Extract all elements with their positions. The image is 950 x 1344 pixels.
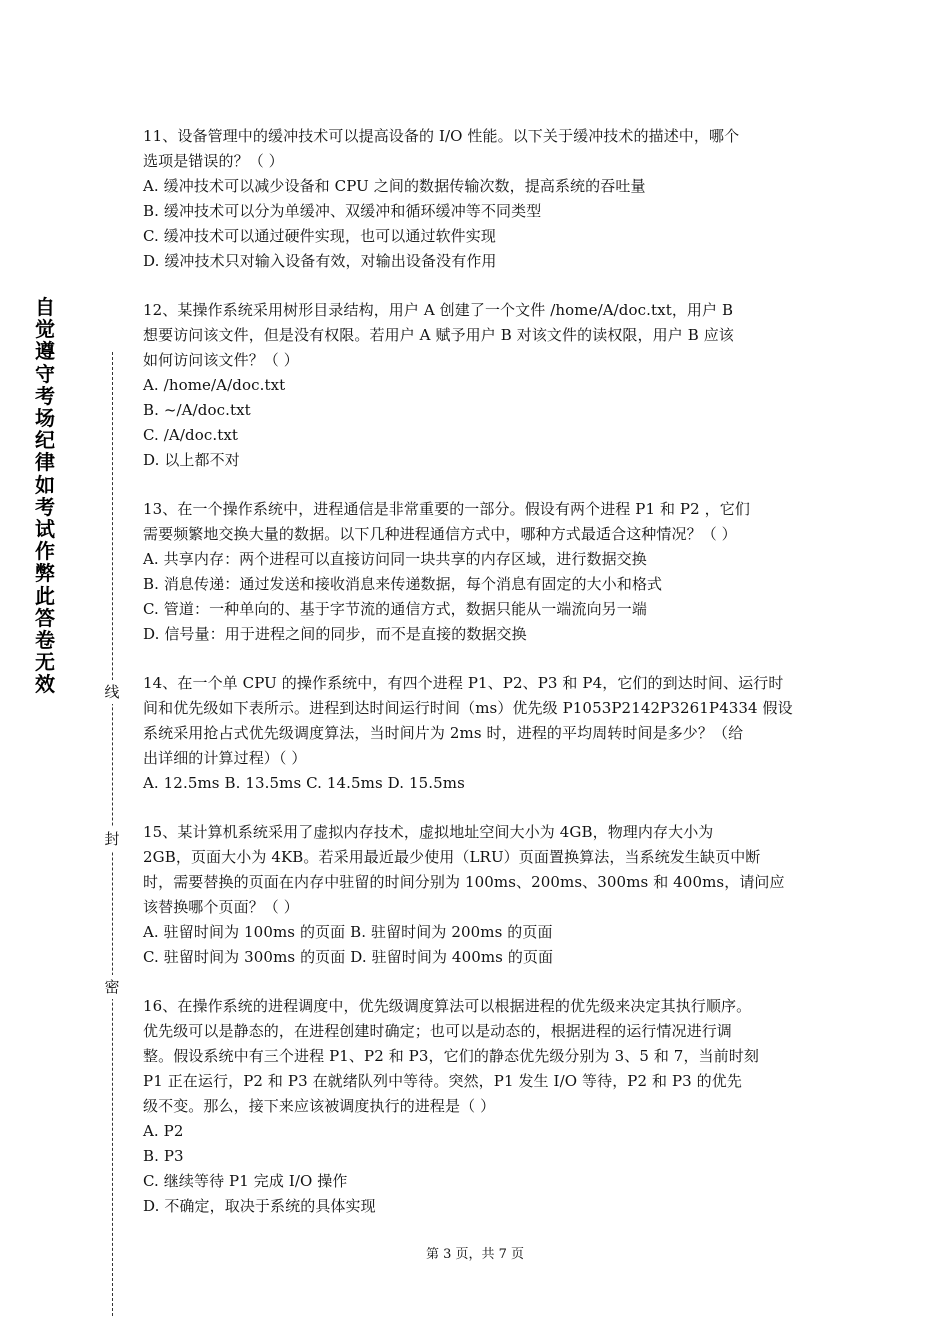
option-b: B. 消息传递：通过发送和接收消息来传递数据，每个消息有固定的大小和格式 (143, 575, 663, 593)
option-c: C. 管道：一种单向的、基于字节流的通信方式，数据只能从一端流向另一端 (143, 600, 647, 618)
question-stem-line: 15、某计算机系统采用了虚拟内存技术，虚拟地址空间大小为 4GB，物理内存大小为 (143, 823, 714, 841)
option-a: A. P2 (143, 1122, 184, 1140)
option-b: B. 缓冲技术可以分为单缓冲、双缓冲和循环缓冲等不同类型 (143, 202, 542, 220)
option-a: A. /home/A/doc.txt (143, 376, 286, 394)
question-15 (143, 820, 811, 970)
binding-mark-mi: 密 (102, 975, 122, 999)
question-14 (143, 671, 811, 796)
option-c: C. 继续等待 P1 完成 I/O 操作 (143, 1172, 348, 1190)
question-stem-line: 优先级可以是静态的，在进程创建时确定；也可以是动态的，根据进程的运行情况进行调 (143, 1022, 732, 1040)
question-stem-line: 13、在一个操作系统中，进程通信是非常重要的一部分。假设有两个进程 P1 和 P2 ，它们 (143, 500, 750, 518)
question-stem-line: 如何访问该文件？（ ） (143, 351, 299, 369)
option-a: A. 共享内存：两个进程可以直接访问同一块共享的内存区域，进行数据交换 (143, 550, 647, 568)
page-number: 第 3 页，共 7 页 (425, 1247, 525, 1262)
options-ab: A. 驻留时间为 100ms 的页面 B. 驻留时间为 200ms 的页面 (143, 923, 553, 941)
options-inline: A. 12.5ms B. 13.5ms C. 14.5ms D. 15.5ms (143, 774, 465, 792)
question-stem-line: 想要访问该文件，但是没有权限。若用户 A 赋予用户 B 对该文件的读权限，用户 B 应该 (143, 326, 734, 344)
options-cd: C. 驻留时间为 300ms 的页面 D. 驻留时间为 400ms 的页面 (143, 948, 554, 966)
question-stem-line: 整。假设系统中有三个进程 P1、P2 和 P3，它们的静态优先级分别为 3、5 和 7，当前时刻 (143, 1047, 759, 1065)
question-12 (143, 298, 811, 473)
option-d: D. 缓冲技术只对输入设备有效，对输出设备没有作用 (143, 252, 497, 270)
question-stem-line: 14、在一个单 CPU 的操作系统中，有四个进程 P1、P2、P3 和 P4，它们的到达时间、运行时 (143, 674, 784, 692)
option-d: D. 不确定，取决于系统的具体实现 (143, 1197, 376, 1215)
question-stem-line: 选项是错误的？（ ） (143, 152, 284, 170)
question-stem-line: 2GB，页面大小为 4KB。若采用最近最少使用（LRU）页面置换算法，当系统发生缺页中断 (143, 848, 761, 866)
question-stem-line: 12、某操作系统采用树形目录结构，用户 A 创建了一个文件 /home/A/doc.txt，用户 B (143, 301, 734, 319)
binding-mark-feng: 封 (102, 827, 122, 851)
option-b: B. P3 (143, 1147, 184, 1165)
option-c: C. 缓冲技术可以通过硬件实现，也可以通过软件实现 (143, 227, 496, 245)
question-stem-line: 间和优先级如下表所示。进程到达时间运行时间（ms）优先级 P1053P2142P3261P4334 假设 (143, 699, 793, 717)
question-16 (143, 994, 811, 1219)
question-stem-line: 该替换哪个页面？（ ） (143, 898, 299, 916)
option-a: A. 缓冲技术可以减少设备和 CPU 之间的数据传输次数，提高系统的吞吐量 (143, 177, 646, 195)
question-11 (143, 124, 811, 274)
question-stem-line: 需要频繁地交换大量的数据。以下几种进程通信方式中，哪种方式最适合这种情况？（ ） (143, 525, 737, 543)
question-stem-line: 11、设备管理中的缓冲技术可以提高设备的 I/O 性能。以下关于缓冲技术的描述中，哪个 (143, 127, 740, 145)
option-d: D. 信号量：用于进程之间的同步，而不是直接的数据交换 (143, 625, 527, 643)
question-stem-line: 出详细的计算过程）（ ） (143, 749, 307, 767)
option-c: C. /A/doc.txt (143, 426, 239, 444)
question-stem-line: P1 正在运行，P2 和 P3 在就绪队列中等待。突然，P1 发生 I/O 等待，P2 和 P3 的优先 (143, 1072, 742, 1090)
question-13 (143, 497, 811, 647)
exam-discipline-notice: 自觉遵守考场纪律如考试作弊此答卷无效 (35, 295, 55, 697)
option-b: B. ~/A/doc.txt (143, 401, 251, 419)
question-stem-line: 级不变。那么，接下来应该被调度执行的进程是（ ） (143, 1097, 496, 1115)
question-stem-line: 时，需要替换的页面在内存中驻留的时间分别为 100ms、200ms、300ms 和 400ms，请问应 (143, 873, 785, 891)
binding-mark-xian: 线 (102, 680, 122, 704)
option-d: D. 以上都不对 (143, 451, 240, 469)
question-list (143, 124, 811, 1243)
question-stem-line: 16、在操作系统的进程调度中，优先级调度算法可以根据进程的优先级来决定其执行顺序。 (143, 997, 752, 1015)
question-stem-line: 系统采用抢占式优先级调度算法，当时间片为 2ms 时，进程的平均周转时间是多少？（给 (143, 724, 744, 742)
